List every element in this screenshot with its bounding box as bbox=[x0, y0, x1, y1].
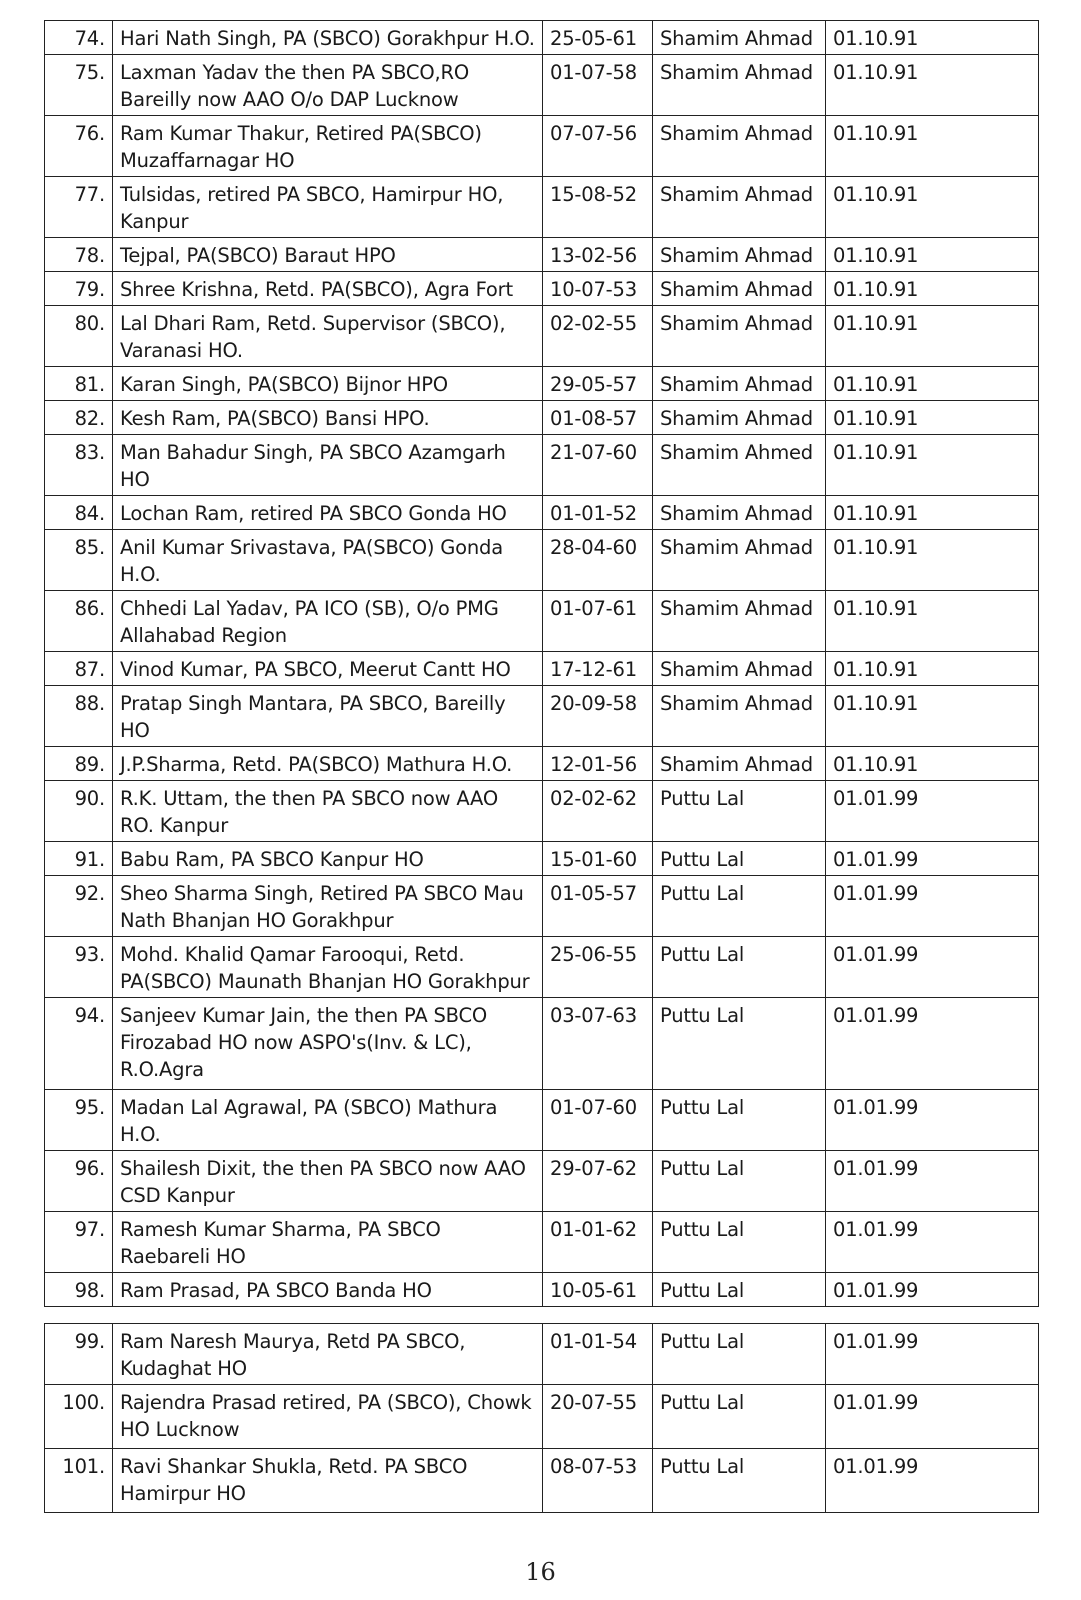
employee-name-cell: Rajendra Prasad retired, PA (SBCO), Chowk HO Lucknow bbox=[113, 1385, 543, 1449]
reference-name-cell: Puttu Lal bbox=[653, 1151, 826, 1212]
table-row bbox=[45, 401, 1039, 435]
table-row bbox=[45, 747, 1039, 781]
date-of-birth-cell: 01-07-60 bbox=[543, 1090, 653, 1151]
date-of-birth-cell: 25-06-55 bbox=[543, 937, 653, 998]
serial-number-cell: 94. bbox=[45, 998, 113, 1090]
employee-name-cell: Ram Kumar Thakur, Retired PA(SBCO) Muzaffarnagar HO bbox=[113, 116, 543, 177]
serial-number-cell: 96. bbox=[45, 1151, 113, 1212]
reference-name-cell: Shamim Ahmad bbox=[653, 177, 826, 238]
effective-date-cell: 01.10.91 bbox=[826, 591, 1039, 652]
serial-number-cell: 90. bbox=[45, 781, 113, 842]
employee-name-cell: Shailesh Dixit, the then PA SBCO now AAO CSD Kanpur bbox=[113, 1151, 543, 1212]
table-row bbox=[45, 876, 1039, 937]
reference-name-cell: Shamim Ahmad bbox=[653, 116, 826, 177]
reference-name-cell: Puttu Lal bbox=[653, 998, 826, 1090]
effective-date-cell: 01.10.91 bbox=[826, 747, 1039, 781]
effective-date-cell: 01.10.91 bbox=[826, 116, 1039, 177]
employee-name-cell: Anil Kumar Srivastava, PA(SBCO) Gonda H.O. bbox=[113, 530, 543, 591]
date-of-birth-cell: 12-01-56 bbox=[543, 747, 653, 781]
serial-number-cell: 84. bbox=[45, 496, 113, 530]
date-of-birth-cell: 20-07-55 bbox=[543, 1385, 653, 1449]
date-of-birth-cell: 01-01-62 bbox=[543, 1212, 653, 1273]
serial-number-cell: 87. bbox=[45, 652, 113, 686]
date-of-birth-cell: 10-07-53 bbox=[543, 272, 653, 306]
table-row bbox=[45, 652, 1039, 686]
date-of-birth-cell: 07-07-56 bbox=[543, 116, 653, 177]
reference-name-cell: Puttu Lal bbox=[653, 937, 826, 998]
employee-name-cell: Karan Singh, PA(SBCO) Bijnor HPO bbox=[113, 367, 543, 401]
table-row bbox=[45, 55, 1039, 116]
reference-name-cell: Puttu Lal bbox=[653, 1212, 826, 1273]
effective-date-cell: 01.10.91 bbox=[826, 306, 1039, 367]
serial-number-cell: 97. bbox=[45, 1212, 113, 1273]
serial-number-cell: 85. bbox=[45, 530, 113, 591]
effective-date-cell: 01.01.99 bbox=[826, 876, 1039, 937]
employee-name-cell: Ramesh Kumar Sharma, PA SBCO Raebareli HO bbox=[113, 1212, 543, 1273]
reference-name-cell: Shamim Ahmad bbox=[653, 591, 826, 652]
serial-number-cell: 76. bbox=[45, 116, 113, 177]
employee-name-cell: Pratap Singh Mantara, PA SBCO, Bareilly HO bbox=[113, 686, 543, 747]
serial-number-cell: 100. bbox=[45, 1385, 113, 1449]
employee-name-cell: Shree Krishna, Retd. PA(SBCO), Agra Fort bbox=[113, 272, 543, 306]
employee-name-cell: Ram Naresh Maurya, Retd PA SBCO, Kudaghat HO bbox=[113, 1324, 543, 1385]
effective-date-cell: 01.10.91 bbox=[826, 686, 1039, 747]
date-of-birth-cell: 01-08-57 bbox=[543, 401, 653, 435]
effective-date-cell: 01.01.99 bbox=[826, 998, 1039, 1090]
effective-date-cell: 01.01.99 bbox=[826, 1324, 1039, 1385]
date-of-birth-cell: 13-02-56 bbox=[543, 238, 653, 272]
date-of-birth-cell: 02-02-62 bbox=[543, 781, 653, 842]
records-table-part-2 bbox=[44, 1323, 1039, 1513]
reference-name-cell: Shamim Ahmad bbox=[653, 367, 826, 401]
table-row bbox=[45, 781, 1039, 842]
table-row bbox=[45, 1324, 1039, 1385]
serial-number-cell: 81. bbox=[45, 367, 113, 401]
table-row bbox=[45, 1273, 1039, 1307]
table-row bbox=[45, 1212, 1039, 1273]
date-of-birth-cell: 10-05-61 bbox=[543, 1273, 653, 1307]
table-row bbox=[45, 367, 1039, 401]
reference-name-cell: Shamim Ahmad bbox=[653, 21, 826, 55]
reference-name-cell: Puttu Lal bbox=[653, 781, 826, 842]
table-row bbox=[45, 496, 1039, 530]
table-row bbox=[45, 306, 1039, 367]
date-of-birth-cell: 28-04-60 bbox=[543, 530, 653, 591]
table-row bbox=[45, 591, 1039, 652]
page-number: 16 bbox=[525, 1558, 556, 1586]
employee-name-cell: Tejpal, PA(SBCO) Baraut HPO bbox=[113, 238, 543, 272]
date-of-birth-cell: 17-12-61 bbox=[543, 652, 653, 686]
employee-name-cell: J.P.Sharma, Retd. PA(SBCO) Mathura H.O. bbox=[113, 747, 543, 781]
reference-name-cell: Shamim Ahmad bbox=[653, 306, 826, 367]
table-row bbox=[45, 842, 1039, 876]
serial-number-cell: 92. bbox=[45, 876, 113, 937]
employee-name-cell: Hari Nath Singh, PA (SBCO) Gorakhpur H.O. bbox=[113, 21, 543, 55]
serial-number-cell: 75. bbox=[45, 55, 113, 116]
employee-name-cell: Mohd. Khalid Qamar Farooqui, Retd. PA(SBCO) Maunath Bhanjan HO Gorakhpur bbox=[113, 937, 543, 998]
table-row bbox=[45, 21, 1039, 55]
effective-date-cell: 01.01.99 bbox=[826, 1090, 1039, 1151]
reference-name-cell: Puttu Lal bbox=[653, 842, 826, 876]
effective-date-cell: 01.10.91 bbox=[826, 530, 1039, 591]
effective-date-cell: 01.10.91 bbox=[826, 21, 1039, 55]
employee-name-cell: Kesh Ram, PA(SBCO) Bansi HPO. bbox=[113, 401, 543, 435]
effective-date-cell: 01.10.91 bbox=[826, 367, 1039, 401]
reference-name-cell: Shamim Ahmad bbox=[653, 496, 826, 530]
table-row bbox=[45, 1090, 1039, 1151]
effective-date-cell: 01.01.99 bbox=[826, 1385, 1039, 1449]
date-of-birth-cell: 01-07-58 bbox=[543, 55, 653, 116]
employee-name-cell: Sheo Sharma Singh, Retired PA SBCO Mau Nath Bhanjan HO Gorakhpur bbox=[113, 876, 543, 937]
reference-name-cell: Shamim Ahmad bbox=[653, 238, 826, 272]
serial-number-cell: 79. bbox=[45, 272, 113, 306]
table-row bbox=[45, 1151, 1039, 1212]
records-table-part-1 bbox=[44, 20, 1039, 1307]
effective-date-cell: 01.10.91 bbox=[826, 652, 1039, 686]
effective-date-cell: 01.10.91 bbox=[826, 435, 1039, 496]
table-row bbox=[45, 530, 1039, 591]
table-row bbox=[45, 1385, 1039, 1449]
date-of-birth-cell: 08-07-53 bbox=[543, 1449, 653, 1513]
effective-date-cell: 01.01.99 bbox=[826, 1151, 1039, 1212]
effective-date-cell: 01.01.99 bbox=[826, 842, 1039, 876]
reference-name-cell: Shamim Ahmad bbox=[653, 55, 826, 116]
employee-name-cell: Chhedi Lal Yadav, PA ICO (SB), O/o PMG Allahabad Region bbox=[113, 591, 543, 652]
table-row bbox=[45, 116, 1039, 177]
reference-name-cell: Shamim Ahmad bbox=[653, 272, 826, 306]
table-row bbox=[45, 937, 1039, 998]
table-row bbox=[45, 998, 1039, 1090]
employee-name-cell: Tulsidas, retired PA SBCO, Hamirpur HO, Kanpur bbox=[113, 177, 543, 238]
reference-name-cell: Shamim Ahmad bbox=[653, 401, 826, 435]
reference-name-cell: Puttu Lal bbox=[653, 1324, 826, 1385]
table-row bbox=[45, 177, 1039, 238]
effective-date-cell: 01.01.99 bbox=[826, 937, 1039, 998]
date-of-birth-cell: 02-02-55 bbox=[543, 306, 653, 367]
serial-number-cell: 74. bbox=[45, 21, 113, 55]
date-of-birth-cell: 15-08-52 bbox=[543, 177, 653, 238]
date-of-birth-cell: 25-05-61 bbox=[543, 21, 653, 55]
employee-name-cell: Man Bahadur Singh, PA SBCO Azamgarh HO bbox=[113, 435, 543, 496]
reference-name-cell: Shamim Ahmad bbox=[653, 747, 826, 781]
serial-number-cell: 98. bbox=[45, 1273, 113, 1307]
serial-number-cell: 89. bbox=[45, 747, 113, 781]
employee-name-cell: Babu Ram, PA SBCO Kanpur HO bbox=[113, 842, 543, 876]
serial-number-cell: 78. bbox=[45, 238, 113, 272]
table-row bbox=[45, 435, 1039, 496]
records-table-body bbox=[45, 1324, 1039, 1513]
effective-date-cell: 01.10.91 bbox=[826, 401, 1039, 435]
employee-name-cell: Vinod Kumar, PA SBCO, Meerut Cantt HO bbox=[113, 652, 543, 686]
date-of-birth-cell: 01-05-57 bbox=[543, 876, 653, 937]
date-of-birth-cell: 03-07-63 bbox=[543, 998, 653, 1090]
effective-date-cell: 01.01.99 bbox=[826, 1212, 1039, 1273]
serial-number-cell: 93. bbox=[45, 937, 113, 998]
serial-number-cell: 86. bbox=[45, 591, 113, 652]
date-of-birth-cell: 29-07-62 bbox=[543, 1151, 653, 1212]
date-of-birth-cell: 01-07-61 bbox=[543, 591, 653, 652]
effective-date-cell: 01.01.99 bbox=[826, 1273, 1039, 1307]
effective-date-cell: 01.01.99 bbox=[826, 1449, 1039, 1513]
effective-date-cell: 01.10.91 bbox=[826, 55, 1039, 116]
reference-name-cell: Shamim Ahmed bbox=[653, 435, 826, 496]
table-row bbox=[45, 1449, 1039, 1513]
serial-number-cell: 88. bbox=[45, 686, 113, 747]
date-of-birth-cell: 20-09-58 bbox=[543, 686, 653, 747]
employee-name-cell: Laxman Yadav the then PA SBCO,RO Bareilly now AAO O/o DAP Lucknow bbox=[113, 55, 543, 116]
serial-number-cell: 80. bbox=[45, 306, 113, 367]
reference-name-cell: Shamim Ahmad bbox=[653, 530, 826, 591]
effective-date-cell: 01.10.91 bbox=[826, 177, 1039, 238]
reference-name-cell: Puttu Lal bbox=[653, 1273, 826, 1307]
employee-name-cell: Sanjeev Kumar Jain, the then PA SBCO Firozabad HO now ASPO's(Inv. & LC), R.O.Agra bbox=[113, 998, 543, 1090]
serial-number-cell: 91. bbox=[45, 842, 113, 876]
effective-date-cell: 01.10.91 bbox=[826, 496, 1039, 530]
employee-name-cell: Madan Lal Agrawal, PA (SBCO) Mathura H.O. bbox=[113, 1090, 543, 1151]
serial-number-cell: 77. bbox=[45, 177, 113, 238]
serial-number-cell: 101. bbox=[45, 1449, 113, 1513]
date-of-birth-cell: 29-05-57 bbox=[543, 367, 653, 401]
reference-name-cell: Puttu Lal bbox=[653, 1090, 826, 1151]
table-row bbox=[45, 686, 1039, 747]
serial-number-cell: 82. bbox=[45, 401, 113, 435]
effective-date-cell: 01.01.99 bbox=[826, 781, 1039, 842]
table-row bbox=[45, 238, 1039, 272]
employee-name-cell: Lochan Ram, retired PA SBCO Gonda HO bbox=[113, 496, 543, 530]
date-of-birth-cell: 01-01-54 bbox=[543, 1324, 653, 1385]
records-table-body bbox=[45, 21, 1039, 1307]
reference-name-cell: Puttu Lal bbox=[653, 1385, 826, 1449]
reference-name-cell: Shamim Ahmad bbox=[653, 686, 826, 747]
table-row bbox=[45, 272, 1039, 306]
effective-date-cell: 01.10.91 bbox=[826, 272, 1039, 306]
serial-number-cell: 95. bbox=[45, 1090, 113, 1151]
date-of-birth-cell: 21-07-60 bbox=[543, 435, 653, 496]
employee-name-cell: Lal Dhari Ram, Retd. Supervisor (SBCO), Varanasi HO. bbox=[113, 306, 543, 367]
effective-date-cell: 01.10.91 bbox=[826, 238, 1039, 272]
serial-number-cell: 99. bbox=[45, 1324, 113, 1385]
reference-name-cell: Shamim Ahmad bbox=[653, 652, 826, 686]
employee-name-cell: Ravi Shankar Shukla, Retd. PA SBCO Hamirpur HO bbox=[113, 1449, 543, 1513]
date-of-birth-cell: 01-01-52 bbox=[543, 496, 653, 530]
reference-name-cell: Puttu Lal bbox=[653, 876, 826, 937]
employee-name-cell: R.K. Uttam, the then PA SBCO now AAO RO. Kanpur bbox=[113, 781, 543, 842]
reference-name-cell: Puttu Lal bbox=[653, 1449, 826, 1513]
serial-number-cell: 83. bbox=[45, 435, 113, 496]
employee-name-cell: Ram Prasad, PA SBCO Banda HO bbox=[113, 1273, 543, 1307]
date-of-birth-cell: 15-01-60 bbox=[543, 842, 653, 876]
